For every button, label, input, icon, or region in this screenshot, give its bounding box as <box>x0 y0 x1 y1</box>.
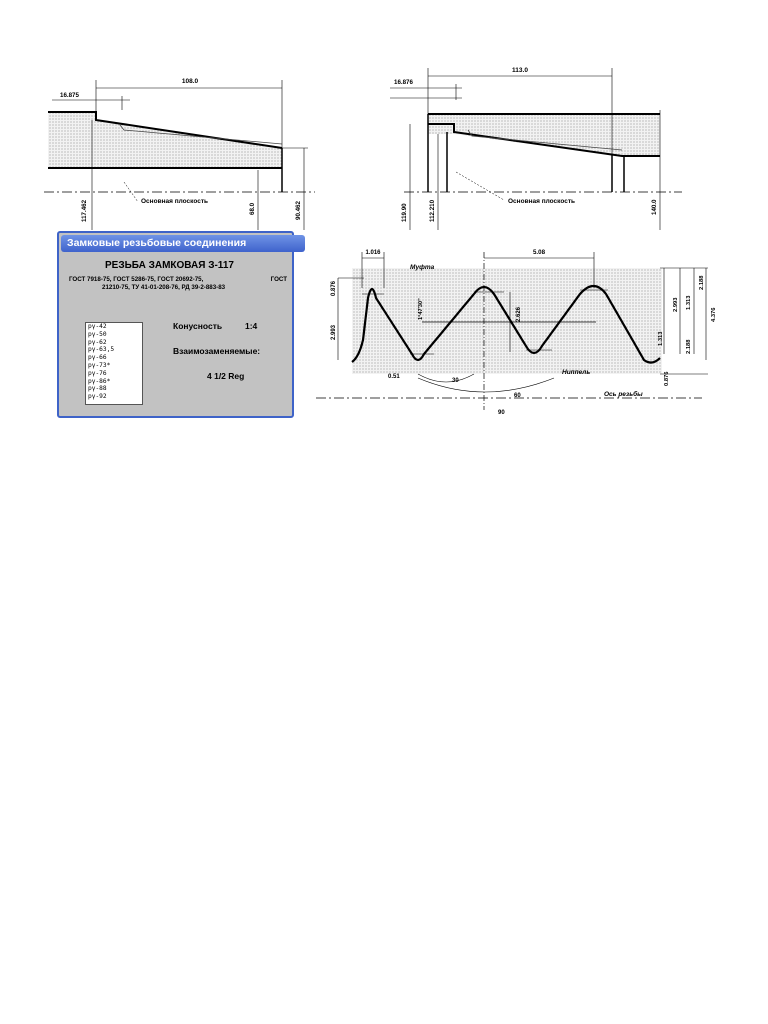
taper-value: 1:4 <box>245 321 258 331</box>
list-item[interactable]: рү-92 <box>88 393 107 401</box>
dim-mid: 2.626 <box>516 306 522 322</box>
standards-text <box>69 276 287 292</box>
dim-bottom: 0.876 <box>664 371 670 386</box>
thread-heading: РЕЗЬБА ЗАМКОВАЯ З-117 <box>105 260 234 271</box>
dim-angle: 1°47'30" <box>418 298 424 320</box>
panel-title: Замковые резьбовые соединения <box>61 235 305 252</box>
list-item[interactable]: рү-62 <box>88 338 107 346</box>
dim-top2: 5.08 <box>532 249 546 256</box>
left-body-hatch <box>48 112 282 168</box>
right-dim-top: 113.0 <box>512 67 528 74</box>
dim-r6: 4.376 <box>711 307 717 322</box>
right-dim-left: 16.876 <box>394 79 413 86</box>
interchangeable-label: Взаимозаменяемые: <box>173 346 261 356</box>
list-item[interactable]: рү-73* <box>88 361 111 369</box>
dim-left-top: 0.876 <box>331 280 337 296</box>
thread-profile-drawing <box>314 242 718 422</box>
list-item[interactable]: рү-76 <box>88 369 107 377</box>
dim-r1: 1.313 <box>686 295 692 310</box>
drawing-left <box>40 70 320 230</box>
interchangeable-value: 4 1/2 Reg <box>207 371 245 381</box>
right-base-plane: Основная плоскость <box>508 198 576 205</box>
dim-r: 0.51 <box>388 374 400 380</box>
angle-90: 90 <box>498 410 505 416</box>
drawing-right <box>384 60 684 230</box>
angle-30: 30 <box>452 378 459 384</box>
right-dim-d1: 119.90 <box>401 203 408 222</box>
left-dim-top: 108.0 <box>181 78 199 85</box>
dim-r4: 2.188 <box>699 275 705 290</box>
standards-line1: ГОСТ 7918-75, ГОСТ 5286-75, ГОСТ 20692-75, <box>69 276 204 283</box>
dim-top1: 1.016 <box>365 250 381 256</box>
dim-r2: 1.313 <box>658 331 664 346</box>
angle-60: 60 <box>514 393 521 399</box>
label-box: Муфта <box>410 264 435 271</box>
label-pin: Ниппель <box>562 369 591 376</box>
left-dim-d3: 90.462 <box>295 201 302 220</box>
standards-gost: ГОСТ <box>270 276 287 283</box>
right-dim-d2: 112.210 <box>429 199 436 222</box>
right-dim-d3: 140.0 <box>651 199 658 215</box>
label-axis: Ось резьбы <box>604 391 643 398</box>
list-item[interactable]: рү-63,5 <box>88 346 115 354</box>
size-list[interactable] <box>85 322 143 405</box>
dim-left-h: 2.993 <box>331 324 337 340</box>
list-item[interactable]: рү-42 <box>88 323 107 330</box>
left-dim-d1: 117.462 <box>81 199 88 222</box>
standards-line2: 21210-75, ТУ 41-01-208-76, РД 39-2-883-83 <box>102 284 226 291</box>
taper-label: Конусность <box>173 321 223 331</box>
left-dim-left: 16.875 <box>60 92 79 99</box>
dim-r3: 2.993 <box>673 297 679 312</box>
list-item[interactable]: рү-50 <box>88 330 107 338</box>
thread-info-panel <box>57 231 294 418</box>
right-body-hatch <box>428 114 660 156</box>
dim-r5: 2.188 <box>686 339 692 354</box>
list-item[interactable]: рү-66 <box>88 354 107 362</box>
list-item[interactable]: рү-86* <box>88 377 111 385</box>
list-item[interactable]: рү-88 <box>88 385 107 393</box>
profile-hatch <box>352 268 662 374</box>
left-dim-d2: 68.0 <box>249 202 256 215</box>
left-base-plane: Основная плоскость <box>141 198 209 205</box>
